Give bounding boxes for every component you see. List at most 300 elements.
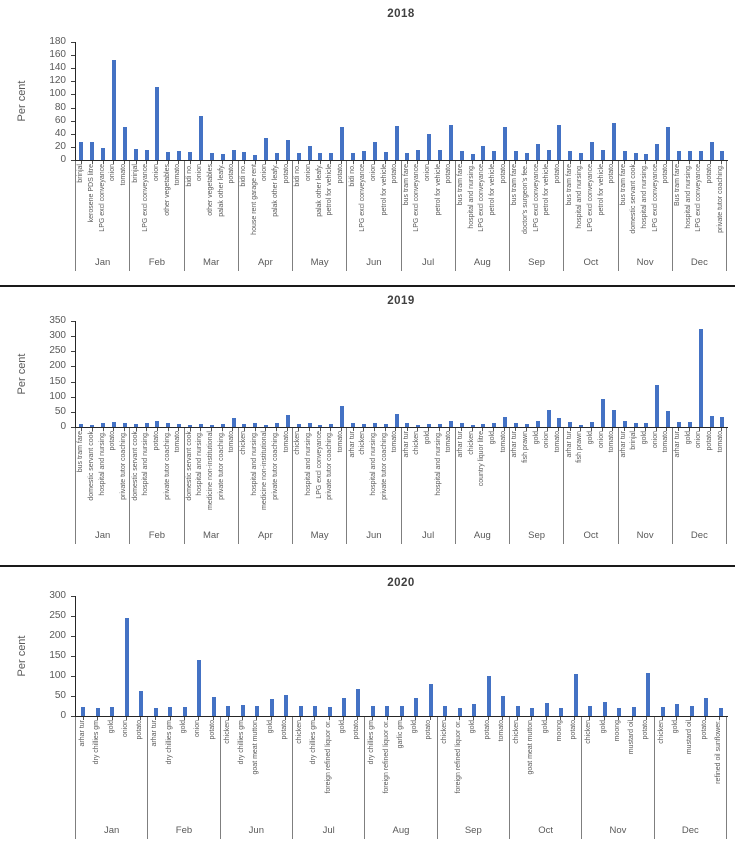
bar — [318, 153, 322, 160]
bar — [590, 142, 594, 160]
bar — [112, 422, 116, 427]
bar — [145, 150, 149, 160]
month-label: Sep — [528, 257, 546, 268]
bar — [275, 153, 279, 160]
item-label-cell — [575, 428, 586, 526]
item-label-cell — [358, 161, 369, 253]
item-label-cell — [97, 428, 108, 526]
item-label-cell — [521, 161, 532, 253]
bar — [677, 422, 681, 427]
item-label-cell — [221, 717, 235, 821]
item-label-cell — [322, 717, 336, 821]
item-label: tomato — [553, 431, 561, 453]
month-label: Mar — [202, 257, 220, 268]
item-label-cell — [669, 717, 683, 821]
item-label: gold — [179, 720, 187, 734]
y-axis-title: Per cent — [16, 80, 28, 122]
item-label-cell — [365, 717, 379, 821]
item-label: medicine non-institutional — [261, 431, 269, 510]
item-label-cell — [108, 161, 119, 253]
item-label: fish prawn — [521, 431, 529, 463]
bar — [373, 142, 377, 160]
bar — [241, 705, 245, 716]
item-label: tomato — [445, 431, 453, 453]
item-label-row — [438, 717, 509, 821]
bar — [210, 153, 214, 160]
month-label: Nov — [636, 530, 654, 541]
item-label-cell — [423, 161, 434, 253]
bar — [385, 706, 389, 716]
item-label-cell — [650, 428, 661, 526]
item-label: petrol for vehicle — [326, 164, 334, 216]
month-group-jun — [346, 161, 400, 271]
item-label: arhar tur — [619, 431, 627, 458]
month-group-sep — [509, 428, 563, 544]
item-label-row — [148, 717, 219, 821]
bar — [155, 421, 159, 427]
item-label-row — [510, 428, 563, 526]
item-label: chicken — [296, 720, 304, 744]
y-tick-label: 80 — [54, 101, 66, 113]
bar-group-jan — [76, 42, 130, 160]
item-label-cell — [705, 428, 716, 526]
item-label-row — [582, 717, 653, 821]
item-label-cell — [130, 428, 141, 526]
bar-group-apr — [239, 321, 293, 427]
y-axis-title: Per cent — [16, 353, 28, 395]
item-label-cell — [477, 428, 488, 526]
item-label-cell — [249, 161, 260, 253]
item-label: LPG excl conveyance — [651, 164, 659, 232]
y-tick-label: 50 — [54, 690, 66, 701]
bar-group-sep — [511, 321, 565, 427]
item-label: onion — [424, 164, 432, 182]
bar — [166, 423, 170, 427]
item-label-cell — [438, 717, 452, 821]
bar — [188, 425, 192, 427]
item-label-cell — [408, 717, 422, 821]
item-label-cell — [495, 717, 509, 821]
item-label-cell — [531, 428, 542, 526]
month-label: Aug — [473, 530, 491, 541]
bar — [460, 151, 464, 160]
item-label-cell — [358, 428, 369, 526]
bar — [579, 425, 583, 427]
bar — [661, 707, 665, 716]
item-label: potato — [228, 164, 236, 184]
item-label-cell — [76, 161, 87, 253]
item-label: potato — [109, 431, 117, 451]
item-label: gold — [266, 720, 274, 734]
item-label: hospital and nursing. — [196, 431, 204, 496]
item-label-cell — [390, 161, 401, 253]
item-label-cell — [293, 161, 304, 253]
item-label-cell — [394, 717, 408, 821]
bar-group-feb — [148, 596, 220, 716]
month-label: May — [310, 530, 329, 541]
item-label-cell — [619, 161, 630, 253]
item-label-cell — [336, 161, 347, 253]
item-label: hospital and nursing. — [576, 164, 584, 229]
month-group-sep — [509, 161, 563, 271]
item-label: gold — [541, 720, 549, 734]
item-label: LPG excl conveyance — [532, 164, 540, 232]
item-label-cell — [152, 428, 163, 526]
chart-title-2020: 2020 — [387, 577, 415, 589]
item-label-cell — [488, 428, 499, 526]
y-tick-label: 350 — [49, 315, 66, 326]
bar — [183, 707, 187, 716]
item-label: tomato — [391, 431, 399, 453]
y-tick-label: 250 — [49, 345, 66, 357]
item-label-cell — [281, 428, 292, 526]
item-label: palak other leafy. — [315, 164, 323, 217]
month-label: Jan — [94, 257, 111, 268]
bar — [501, 696, 505, 716]
item-label-cell — [524, 717, 538, 821]
bar — [427, 424, 431, 427]
bar — [313, 706, 317, 716]
bar — [395, 126, 399, 160]
item-label-row — [221, 717, 292, 821]
item-label: potato — [280, 720, 288, 740]
item-label-cell — [607, 161, 618, 253]
item-label: garlic gm — [396, 720, 404, 749]
item-label-cell — [488, 161, 499, 253]
item-label: palak other leafy. — [272, 164, 280, 217]
bar — [308, 423, 312, 427]
y-tick-label: 250 — [49, 610, 66, 621]
item-label: chicken — [440, 720, 448, 744]
bar — [90, 142, 94, 160]
item-label: Bus tram fare — [674, 164, 682, 207]
bar-group-dec — [674, 42, 728, 160]
item-label: bidi no. — [348, 164, 356, 187]
item-label-cell — [108, 428, 119, 526]
x-axis-labels — [75, 428, 727, 544]
bar — [481, 424, 485, 427]
item-label-cell — [422, 717, 436, 821]
y-tick-label: 180 — [49, 36, 66, 47]
item-label-cell — [336, 428, 347, 526]
bar-group-oct — [565, 42, 619, 160]
item-label-cell — [369, 428, 380, 526]
item-label-cell — [597, 717, 611, 821]
month-group-dec — [672, 161, 727, 271]
item-label: refined oil sunflower. — [714, 720, 722, 784]
item-label-cell — [553, 428, 564, 526]
month-group-jul — [292, 717, 364, 839]
bar — [590, 422, 594, 427]
item-label: hospital and nursing. — [98, 431, 106, 496]
item-label-cell — [281, 161, 292, 253]
month-group-feb — [129, 428, 183, 544]
item-label-cell — [271, 428, 282, 526]
bar — [328, 707, 332, 716]
item-label-cell — [304, 428, 315, 526]
bar — [690, 706, 694, 716]
item-label: domestic servant cook — [630, 164, 638, 234]
month-label: Jul — [322, 825, 335, 836]
item-label: private tutor coaching. — [716, 164, 724, 233]
item-label: potato — [353, 720, 361, 740]
y-tick-label: 200 — [49, 630, 66, 641]
item-label: tomato — [119, 164, 127, 186]
bar-group-aug — [456, 42, 510, 160]
month-group-jan — [75, 161, 129, 271]
item-label: onion — [543, 431, 551, 449]
bar — [110, 707, 114, 716]
item-label: petrol for vehicle — [543, 164, 551, 216]
bar-group-jun — [348, 42, 402, 160]
item-label-cell — [325, 161, 336, 253]
month-group-may — [292, 428, 346, 544]
bar — [449, 125, 453, 160]
bar — [226, 706, 230, 716]
item-label: private tutor coaching. — [163, 431, 171, 500]
item-label: onion — [597, 431, 605, 449]
item-label: other vegetables — [163, 164, 171, 216]
month-group-feb — [147, 717, 219, 839]
item-label: hospital and nursing. — [467, 164, 475, 229]
bar-group-may — [293, 42, 347, 160]
item-label-cell — [141, 161, 152, 253]
item-label-cell — [347, 161, 358, 253]
bar — [329, 424, 333, 427]
month-label: Oct — [583, 257, 599, 268]
bar — [340, 406, 344, 427]
item-label-cell — [380, 717, 394, 821]
item-label: LPG excl conveyance — [359, 164, 367, 232]
item-label-cell — [177, 717, 191, 821]
item-label-row — [619, 161, 672, 253]
item-label-cell — [510, 717, 524, 821]
item-label: hospital and nursing. — [434, 431, 442, 496]
bar — [79, 142, 83, 160]
bar — [545, 703, 549, 716]
bar — [154, 708, 158, 716]
bar-group-nov — [619, 321, 673, 427]
item-label: doctor's surgeon's fee. — [521, 164, 529, 234]
bar — [530, 708, 534, 716]
month-label: Feb — [148, 257, 166, 268]
item-label-row — [402, 428, 455, 526]
bar — [362, 424, 366, 427]
y-tick-label: 150 — [49, 375, 66, 387]
y-axis-title: Per cent — [16, 635, 28, 677]
month-group-aug — [455, 428, 509, 544]
item-label: onion — [194, 720, 202, 738]
bar-group-sep — [438, 596, 510, 716]
month-group-jan — [75, 717, 147, 839]
item-label: arhar tur — [402, 431, 410, 458]
bar — [579, 153, 583, 160]
month-group-dec — [672, 428, 727, 544]
item-label-cell — [510, 161, 521, 253]
item-label-cell — [216, 428, 227, 526]
bar — [547, 410, 551, 427]
item-label-cell — [162, 428, 173, 526]
item-label-cell — [567, 717, 581, 821]
item-label-cell — [304, 161, 315, 253]
item-label-cell — [444, 428, 455, 526]
item-label: arhar tur — [674, 431, 682, 458]
month-label: May — [310, 257, 329, 268]
item-label-cell — [239, 428, 250, 526]
item-label-cell — [444, 161, 455, 253]
bar — [373, 423, 377, 427]
bar — [574, 674, 578, 716]
item-label: arhar tur — [151, 720, 159, 747]
month-group-jan — [75, 428, 129, 544]
item-label-cell — [639, 717, 653, 821]
y-tick-label: 160 — [49, 49, 66, 61]
month-group-aug — [455, 161, 509, 271]
item-label: chicken — [240, 431, 248, 455]
item-label: potato — [608, 164, 616, 184]
item-label-cell — [97, 161, 108, 253]
bar — [351, 423, 355, 427]
bar — [588, 706, 592, 716]
bar — [400, 706, 404, 716]
month-group-dec — [654, 717, 727, 839]
month-group-oct — [509, 717, 581, 839]
bar — [557, 125, 561, 160]
item-label-cell — [480, 717, 494, 821]
item-label: tomato — [608, 431, 616, 453]
item-label: onion — [369, 164, 377, 182]
item-label-cell — [683, 717, 697, 821]
bar — [297, 153, 301, 160]
item-label-cell — [640, 161, 651, 253]
item-label-cell — [498, 161, 509, 253]
month-group-nov — [618, 161, 672, 271]
bar — [134, 149, 138, 160]
item-label: potato — [570, 720, 578, 740]
item-label-cell — [390, 428, 401, 526]
item-label-row — [402, 161, 455, 253]
item-label-row — [347, 161, 400, 253]
bar-group-nov — [619, 42, 673, 160]
item-label-cell — [683, 161, 694, 253]
month-label: Oct — [538, 825, 554, 836]
item-label: foreign refined liquor or. — [455, 720, 463, 794]
item-label-cell — [185, 161, 196, 253]
item-label-cell — [423, 428, 434, 526]
bar — [644, 423, 648, 427]
item-label: mustard oil — [686, 720, 694, 755]
item-label: goat meat mutton — [527, 720, 535, 775]
item-label: potato — [499, 164, 507, 184]
item-label-cell — [314, 161, 325, 253]
bar — [601, 399, 605, 427]
item-label-cell — [249, 428, 260, 526]
bar — [559, 708, 563, 716]
bar-group-oct — [511, 596, 583, 716]
bar — [371, 706, 375, 716]
item-label: tomato — [282, 431, 290, 453]
item-label: gold — [586, 431, 594, 445]
month-label: Jun — [366, 257, 382, 268]
item-label: petrol for vehicle — [597, 164, 605, 216]
bar — [395, 414, 399, 427]
plot-area — [75, 42, 728, 161]
item-label-cell — [195, 161, 206, 253]
item-label-cell — [133, 717, 147, 821]
item-label: petrol for vehicle — [380, 164, 388, 216]
month-group-mar — [184, 428, 238, 544]
item-label: dry chillies gm — [165, 720, 173, 765]
item-label: onion — [196, 164, 204, 182]
item-label: domestic servant cook — [87, 431, 95, 501]
item-label-row — [130, 428, 183, 526]
month-label: Jan — [94, 530, 111, 541]
item-label-cell — [152, 161, 163, 253]
item-label: onion — [121, 720, 129, 738]
item-label-cell — [629, 428, 640, 526]
item-label-cell — [596, 161, 607, 253]
bar — [568, 422, 572, 427]
item-label-cell — [260, 428, 271, 526]
bar — [612, 123, 616, 160]
item-label: potato — [706, 164, 714, 184]
month-group-jun — [220, 717, 292, 839]
bar — [340, 127, 344, 160]
item-label: fish prawn — [576, 431, 584, 463]
month-label: Jul — [422, 530, 435, 541]
bar — [299, 706, 303, 716]
bar-group-jul — [293, 596, 365, 716]
y-tick-label: 140 — [49, 62, 66, 74]
item-label: private tutor coaching. — [119, 431, 127, 500]
item-label: other vegetables — [207, 164, 215, 216]
item-label-cell — [350, 717, 364, 821]
bar — [297, 424, 301, 427]
x-axis-labels — [75, 717, 727, 839]
bar — [253, 423, 257, 427]
y-tick-label: 300 — [49, 590, 66, 601]
item-label: tomato — [716, 431, 724, 453]
item-label: hospital and nursing. — [142, 431, 150, 496]
item-label-row — [456, 428, 509, 526]
bar — [536, 421, 540, 427]
item-label: dry chillies gm — [368, 720, 376, 765]
bar — [503, 127, 507, 160]
y-tick-label: 0 — [60, 154, 66, 165]
month-label: Mar — [202, 530, 220, 541]
item-label-cell — [564, 428, 575, 526]
item-label: chicken — [413, 431, 421, 455]
bar — [704, 698, 708, 716]
item-label-cell — [625, 717, 639, 821]
bar — [356, 689, 360, 716]
item-label: gold — [672, 720, 679, 734]
item-label: potato — [152, 431, 160, 451]
item-label-cell — [119, 717, 133, 821]
item-label-row — [76, 717, 147, 821]
item-label-cell — [694, 428, 705, 526]
item-label: potato — [553, 164, 561, 184]
bar — [438, 150, 442, 160]
item-label-cell — [586, 161, 597, 253]
item-label-cell — [531, 161, 542, 253]
y-tick-label: 20 — [54, 140, 66, 152]
item-label-cell — [582, 717, 596, 821]
item-label: tomato — [228, 431, 236, 453]
item-label: hospital and nursing. — [641, 164, 649, 229]
item-label: gold — [469, 720, 477, 734]
item-label-cell — [697, 717, 711, 821]
